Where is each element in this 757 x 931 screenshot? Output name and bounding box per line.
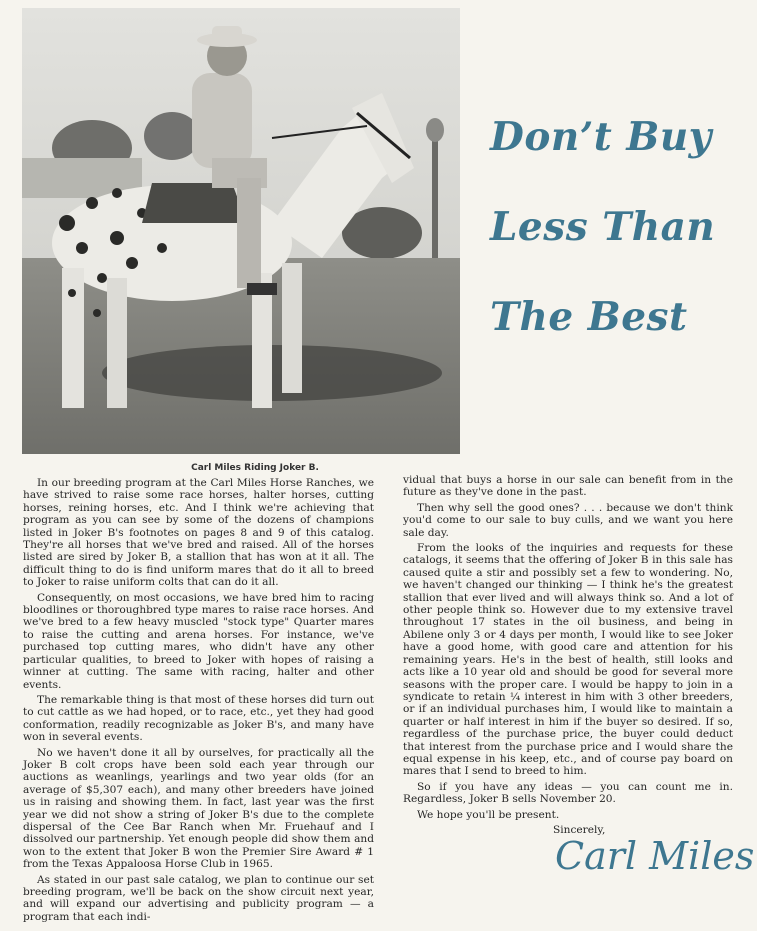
left-paragraph-5: As stated in our past sale catalog, we plan to continue our set breeding program, we'll be back on the show circuit next year, and will expand our advertising and publicity program — a program that each indi-: [23, 873, 374, 923]
left-paragraph-4: No we haven't done it all by ourselves, for practically all the Joker B colt crops have been sold each year through our auctions as weanlings, yearlings and two year olds (for an average of $5,307 each), and many other breeders have joined us in raising and showing them. In fact, last year was the first year we did not show a string of Joker B's due to the complete dispersal of the Cee Bar Ranch when Mr. Fruehauf and I dissolved our partnership. Yet enough people did show them and won to the extent that Joker B won the Premier Sire Award # 1 from the Texas Appaloosa Horse Club in 1965.: [23, 746, 374, 871]
left-paragraph-2: Consequently, on most occasions, we have bred him to racing bloodlines or thoroughbred type mares to raise race horses. And we've bred to a few heavy muscled "stock type" Quarter mares to raise the cutting and arena horses. For instance, we've purchased top cutting mares, who didn't have any other particular qualities, to breed to Joker with hopes of raising a winner at cutting. The same with racing, halter and other events.: [23, 591, 374, 691]
headline-line-2: Less Than: [490, 204, 716, 250]
horse-rider-photo-icon: [22, 8, 460, 454]
headline-line-1: Don’t Buy: [490, 114, 712, 160]
right-paragraph-2: From the looks of the inquiries and requests for these catalogs, it seems that the offering of Joker B in this sale has caused quite a stir and possibly set a few to wondering. No, we haven't changed our thinking — I think he's the greatest stallion that ever lived and will always think so. And a lot of other people think so. However due to my extensive travel throughout 17 states in the oil business, and being in Abilene only 3 or 4 days per month, I would like to see Joker have a good home, with good care and attention for his remaining years. He's in the best of health, still looks and acts like a 10 year old and should be good for several more seasons with the proper care. I would be happy to join in a syndicate to retain ¼ interest in him with 3 other breeders, or if an individual purchases him, I would like to maintain a quarter or half interest in him if the buyer so desired. If so, regardless of the purchase price, the buyer could deduct that interest from the purchase price and I would share the equal expense in his keep, etc., and of course pay board on mares that I send to breed to him.: [403, 542, 733, 778]
signature: Carl Miles: [555, 834, 755, 878]
left-paragraph-1: In our breeding program at the Carl Miles Horse Ranches, we have strived to raise some race horses, halter horses, cutting horses, reining horses, etc. And I think we're achieving that program as you can see by some of the dozens of champions listed in Joker B's footnotes on pages 8 and 9 of this catalog. They're all horses that we've bred and raised. All of the horses listed are sired by Joker B, a stallion that has won at it all. The difficult thing to do is find uniform mares that do it all to breed to Joker to raise uniform colts that can do it all.: [23, 477, 374, 589]
left-paragraph-3: The remarkable thing is that most of these horses did turn out to cut cattle as we had hoped, or to race, etc., yet they had good conformation, readily recognizable as Joker B's, and many have won in several events.: [23, 693, 374, 744]
headline: [490, 114, 750, 388]
right-column: [403, 474, 733, 839]
headline-line-3: The Best: [490, 294, 688, 340]
photo-caption: Carl Miles Riding Joker B.: [191, 463, 319, 473]
right-continuation: vidual that buys a horse in our sale can benefit from in the future as they've done in the past.: [403, 474, 733, 499]
closing: Sincerely,: [553, 823, 606, 836]
horse-rider-photo: [22, 8, 460, 454]
left-column: [23, 477, 374, 926]
right-paragraph-4: We hope you'll be present.: [417, 808, 560, 821]
right-paragraph-1: Then why sell the good ones? . . . because we don't think you'd come to our sale to buy culls, and we want you here sale day.: [403, 501, 733, 539]
right-paragraph-3: So if you have any ideas — you can count me in. Regardless, Joker B sells November 20.: [403, 780, 733, 806]
